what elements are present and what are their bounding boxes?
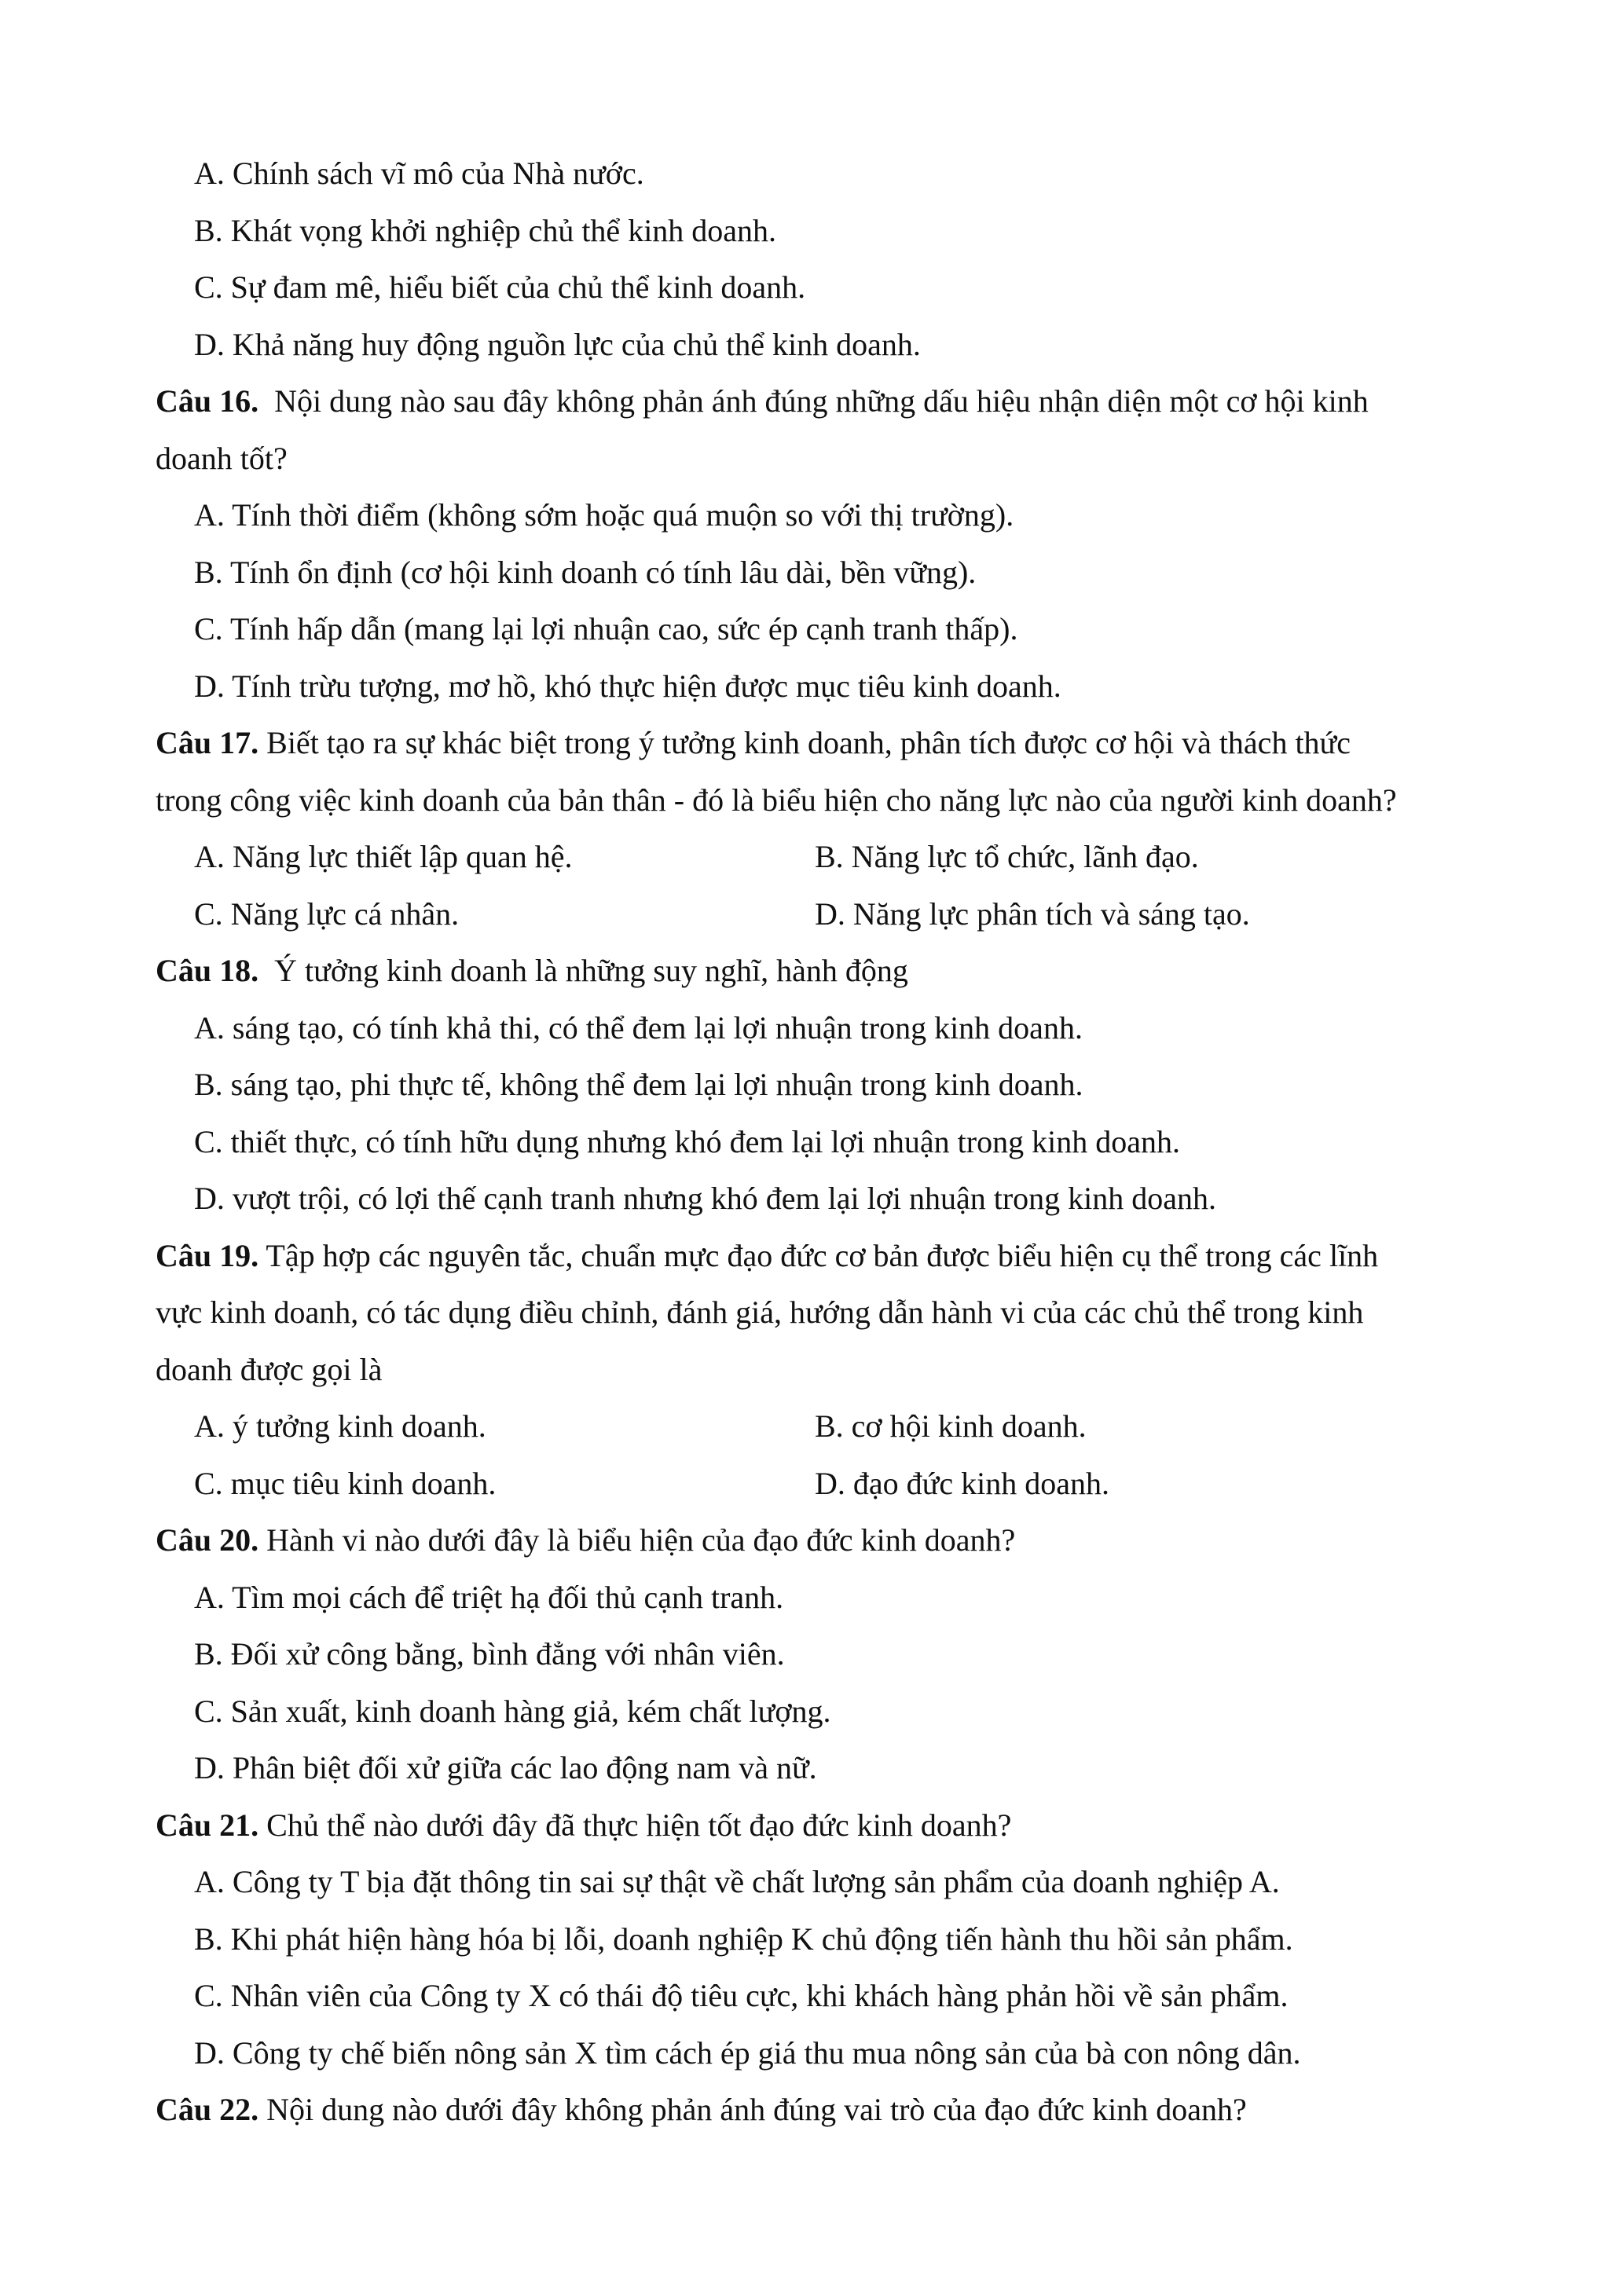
q15-option-a: A. Chính sách vĩ mô của Nhà nước. (194, 156, 644, 191)
q21-option-d: D. Công ty chế biến nông sản X tìm cách ép giá thu mua nông sản của bà con nông dân. (194, 2034, 1301, 2071)
q19-text-line1: Tập hợp các nguyên tắc, chuẩn mực đạo đức cơ bản được biểu hiện cụ thể trong các lĩnh (266, 1237, 1379, 1273)
q21-text-line1: Chủ thể nào dưới đây đã thực hiện tốt đạo đức kinh doanh? (266, 1807, 1012, 1843)
q16-option-a: A. Tính thời điểm (không sớm hoặc quá muộn so với thị trường). (194, 497, 1014, 533)
q18-option-d: D. vượt trội, có lợi thế cạnh tranh nhưng khó đem lại lợi nhuận trong kinh doanh. (194, 1181, 1217, 1216)
q18-option-a: A. sáng tạo, có tính khả thi, có thể đem lại lợi nhuận trong kinh doanh. (194, 1009, 1083, 1045)
q17-options-row1 (0, 829, 1624, 886)
q19-option-a: A. ý tưởng kinh doanh. (194, 1408, 486, 1444)
q21-number: Câu 21. (156, 1807, 259, 1843)
q19-stem (0, 1228, 1624, 1285)
q21-option-a: A. Công ty T bịa đặt thông tin sai sự thật về chất lượng sản phẩm của doanh nghiệp A. (194, 1864, 1280, 1899)
q15-option-d: D. Khả năng huy động nguồn lực của chủ thể kinh doanh. (194, 326, 921, 362)
q18-option-b: B. sáng tạo, phi thực tế, không thể đem lại lợi nhuận trong kinh doanh. (194, 1067, 1083, 1102)
q16-option-d: D. Tính trừu tượng, mơ hồ, khó thực hiện được mục tiêu kinh doanh. (194, 668, 1061, 704)
q19-number: Câu 19. (156, 1237, 259, 1273)
q18-option-c: C. thiết thực, có tính hữu dụng nhưng khó đem lại lợi nhuận trong kinh doanh. (194, 1123, 1180, 1159)
q17-text-line1: Biết tạo ra sự khác biệt trong ý tưởng kinh doanh, phân tích được cơ hội và thách thức (266, 725, 1351, 760)
q16-number: Câu 16. (156, 383, 259, 419)
q16-text-line2: doanh tốt? (156, 440, 288, 476)
q17-option-d: D. Năng lực phân tích và sáng tạo. (815, 895, 1250, 932)
q17-text-line2: trong công việc kinh doanh của bản thân - đó là biểu hiện cho năng lực nào của người kinh doanh? (156, 782, 1397, 818)
q19-text-line2: vực kinh doanh, có tác dụng điều chỉnh, đánh giá, hướng dẫn hành vi của các chủ thể trong kinh (156, 1294, 1364, 1330)
q21-option-c: C. Nhân viên của Công ty X có thái độ tiêu cực, khi khách hàng phản hồi về sản phẩm. (194, 1978, 1289, 2013)
q21-option-b: B. Khi phát hiện hàng hóa bị lỗi, doanh nghiệp K chủ động tiến hành thu hồi sản phẩm. (194, 1921, 1293, 1957)
q22-text-line1: Nội dung nào dưới đây không phản ánh đúng vai trò của đạo đức kinh doanh? (266, 2092, 1247, 2127)
q18-number: Câu 18. (156, 953, 259, 988)
q20-option-a: A. Tìm mọi cách để triệt hạ đối thủ cạnh tranh. (194, 1579, 784, 1615)
q16-text-line1: Nội dung nào sau đây không phản ánh đúng những dấu hiệu nhận diện một cơ hội kinh (274, 383, 1369, 419)
q19-options-row2 (0, 1456, 1624, 1513)
q20-number: Câu 20. (156, 1522, 259, 1558)
q19-options-row1 (0, 1398, 1624, 1456)
q21-stem (0, 1797, 1624, 1855)
q16-stem (0, 373, 1624, 430)
q19-option-b: B. cơ hội kinh doanh. (815, 1408, 1087, 1444)
q20-option-d: D. Phân biệt đối xử giữa các lao động nam và nữ. (194, 1750, 817, 1785)
q16-option-b: B. Tính ổn định (cơ hội kinh doanh có tính lâu dài, bền vững). (194, 554, 977, 590)
q19-option-c: C. mục tiêu kinh doanh. (194, 1465, 497, 1501)
q20-text-line1: Hành vi nào dưới đây là biểu hiện của đạo đức kinh doanh? (266, 1522, 1016, 1558)
q17-number: Câu 17. (156, 725, 259, 760)
q22-number: Câu 22. (156, 2092, 259, 2127)
q19-option-d: D. đạo đức kinh doanh. (815, 1465, 1109, 1501)
q17-option-a: A. Năng lực thiết lập quan hệ. (194, 839, 573, 874)
q17-option-b: B. Năng lực tổ chức, lãnh đạo. (815, 839, 1199, 874)
q18-text-line1: Ý tưởng kinh doanh là những suy nghĩ, hành động (274, 953, 908, 988)
q22-stem (0, 2082, 1624, 2139)
q18-stem (0, 943, 1624, 1000)
q20-stem (0, 1512, 1624, 1569)
q20-option-b: B. Đối xử công bằng, bình đẳng với nhân viên. (194, 1636, 785, 1672)
q19-text-line3: doanh được gọi là (156, 1351, 383, 1387)
q15-option-b: B. Khát vọng khởi nghiệp chủ thể kinh doanh. (194, 212, 777, 248)
q17-stem (0, 715, 1624, 772)
q20-option-c: C. Sản xuất, kinh doanh hàng giả, kém chất lượng. (194, 1693, 831, 1729)
q16-option-c: C. Tính hấp dẫn (mang lại lợi nhuận cao, sức ép cạnh tranh thấp). (194, 611, 1018, 646)
q15-option-c: C. Sự đam mê, hiểu biết của chủ thể kinh doanh. (194, 269, 806, 305)
q17-option-c: C. Năng lực cá nhân. (194, 895, 460, 932)
document-page (0, 145, 1624, 2139)
q17-options-row2 (0, 886, 1624, 943)
